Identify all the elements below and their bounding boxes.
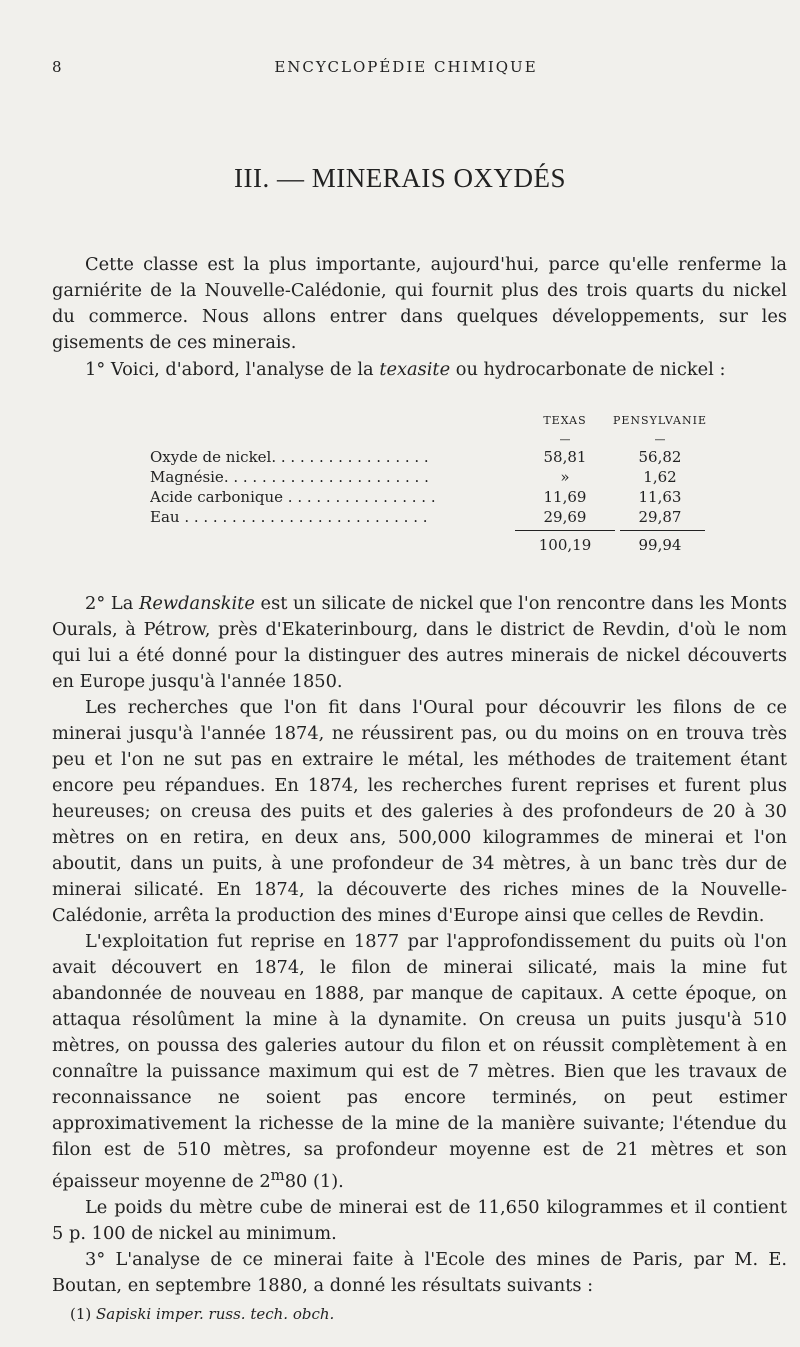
row-label: Eau . . . . . . . . . . . . . . . . . . . . . . . . . . xyxy=(150,508,428,526)
footnote xyxy=(70,1305,334,1323)
analysis-table xyxy=(150,405,710,555)
paragraph-texasite xyxy=(52,357,787,383)
paragraph-exploitation xyxy=(52,929,787,1195)
paragraph-poids: Le poids du mètre cube de minerai est de 11,650 kilogrammes et il contient 5 p. 100 de nickel au minimum. xyxy=(52,1196,787,1244)
value-texas: 29,69 xyxy=(543,508,587,526)
text-run: ou hydrocarbonate de nickel : xyxy=(450,359,726,380)
table-row xyxy=(150,467,710,487)
value-pensylvanie: 56,82 xyxy=(638,448,682,466)
value-pensylvanie: 29,87 xyxy=(638,508,682,526)
text-run: L'exploitation fut reprise en 1877 par l'approfondissement du puits où l'on avait découvert en 1874, le filon de minerai silicaté, mais la mine fut abandonnée de nouveau en 1888, par manque de capitaux. A cette époque, on attaqua résolûment la mine à la dynamite. On creusa un puits jusqu'à 510 mètres, on poussa des galeries autour du filon et on réussit complètement à en connaître la puissance maximum qui est de 7 mètres. Bien que les travaux de reconnaissance ne soient pas encore terminés, on peut estimer approximativement la richesse de la mine de la manière suivante; l'étendue du filon est de 510 mètres, sa profondeur moyenne est de 21 mètres et son épaisseur moyenne de 2 xyxy=(52,931,787,1192)
running-head: ENCYCLOPÉDIE CHIMIQUE xyxy=(274,58,538,76)
intro-block xyxy=(52,252,787,356)
header-dash-row xyxy=(150,435,710,447)
italic-term: texasite xyxy=(379,359,451,380)
table-total-row xyxy=(150,535,710,555)
page-header xyxy=(52,58,760,88)
row-label: Acide carbonique . . . . . . . . . . . . . . . . xyxy=(150,488,436,506)
text-run: 80 (1). xyxy=(284,1170,344,1192)
value-pensylvanie: 1,62 xyxy=(643,468,677,486)
paragraph-recherches: Les recherches que l'on fit dans l'Oural pour découvrir les filons de ce minerai jusqu'à l'année 1874, ne réussirent pas, ou du moins on en trouva très peu et l'on ne sut pas en extraire le métal, les méthodes de traitement étant encore peu répandues. En 1874, les recherches furent reprises et furent plus heureuses; on creusa des puits et des galeries à des profondeurs de 20 à 30 mètres on en retira, en deux ans, 500,000 kilogrammes de minerai et l'on aboutit, dans un puits, à une profondeur de 34 mètres, à un banc très dur de minerai silicaté. En 1874, la découverte des riches mines de la Nouvelle-Calédonie, arrêta la production des mines d'Europe ainsi que celles de Revdin. xyxy=(52,697,787,926)
italic-term: Rewdanskite xyxy=(139,593,255,614)
column-header-pensylvanie: PENSYLVANIE xyxy=(613,414,707,427)
text-run: est un silicate de nickel que l'on rencontre dans les Monts Ourals, à Pétrow, près d'Ekaterinbourg, dans le district de Revdin, d'où le nom qui lui a été donné pour la distinguer des autres minerais de nickel découverts en Europe jusqu'à l'année 1850. xyxy=(52,593,787,692)
dash: — xyxy=(654,433,666,446)
footnote-text: Sapiski imper. russ. tech. obch. xyxy=(96,1305,335,1323)
row-label: Magnésie. . . . . . . . . . . . . . . . . . . . . . xyxy=(150,468,429,486)
paragraph-intro: Cette classe est la plus importante, aujourd'hui, parce qu'elle renferme la garniérite de la Nouvelle-Calédonie, qui fournit plus des trois quarts du nickel du commerce. Nous allons entrer dans quelques développements, sur les gisements de ces minerais. xyxy=(52,254,787,353)
value-texas: » xyxy=(560,468,570,486)
paragraph-analyse-boutan: 3° L'analyse de ce minerai faite à l'Ecole des mines de Paris, par M. E. Boutan, en septembre 1880, a donné les résultats suivants : xyxy=(52,1248,787,1296)
table-row xyxy=(150,507,710,527)
table-row xyxy=(150,447,710,467)
dash: — xyxy=(559,433,571,446)
paragraph-rewdanskite xyxy=(52,591,787,695)
total-rule xyxy=(150,527,710,535)
section-title: III. — MINERAIS OXYDÉS xyxy=(234,163,566,193)
column-header-texas: TEXAS xyxy=(543,414,587,427)
table-header xyxy=(150,405,710,435)
text-run: 1° Voici, d'abord, l'analyse de la xyxy=(85,359,380,380)
main-text-block xyxy=(52,591,787,1299)
total-texas: 100,19 xyxy=(538,536,592,554)
value-texas: 58,81 xyxy=(543,448,587,466)
footnote-number: (1) xyxy=(70,1305,92,1323)
texasite-block xyxy=(52,357,787,383)
table-row xyxy=(150,487,710,507)
value-pensylvanie: 11,63 xyxy=(638,488,682,506)
row-label: Oxyde de nickel. . . . . . . . . . . . . . . . . xyxy=(150,448,429,466)
superscript-unit: m xyxy=(270,1167,285,1184)
total-pensylvanie: 99,94 xyxy=(638,536,682,554)
rule-pensylvanie xyxy=(620,530,705,531)
page-number: 8 xyxy=(52,58,62,76)
value-texas: 11,69 xyxy=(543,488,587,506)
text-run: 2° La xyxy=(85,593,140,614)
rule-texas xyxy=(515,530,615,531)
